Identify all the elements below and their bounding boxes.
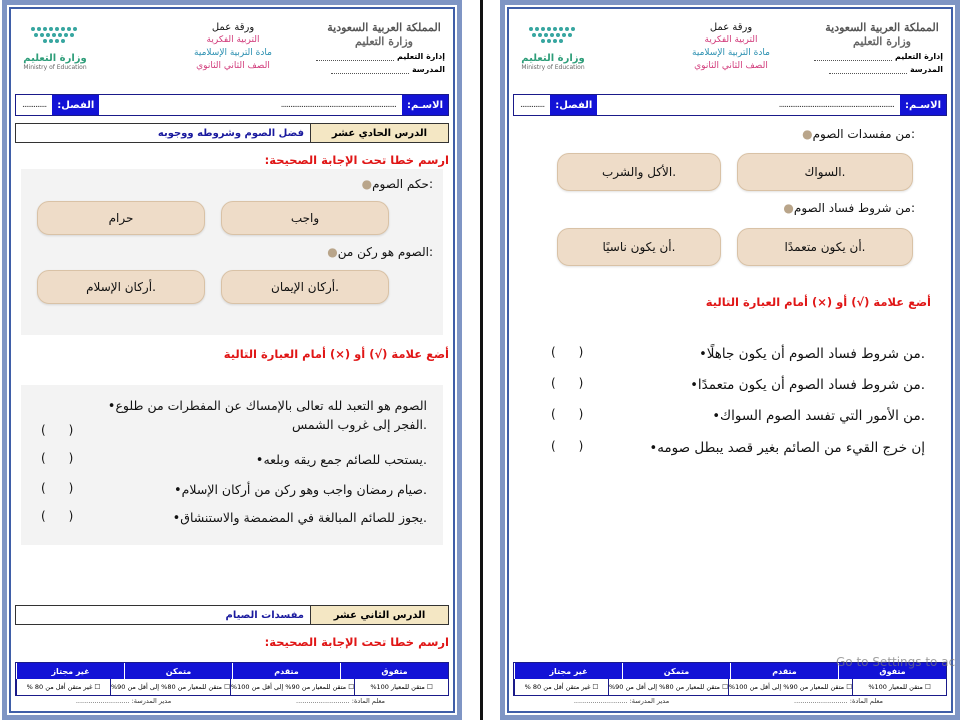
tf-heading-text: أضع علامة (√) أو (×) أمام العبارة التالية [705, 295, 931, 309]
ksa-logo: المملكة العربية السعودية [825, 21, 939, 34]
rubric-h-proficient: متمكن [124, 663, 232, 679]
question-1: ●حكم الصوم: [361, 177, 433, 191]
rubric-table [15, 662, 449, 696]
q3-option-1[interactable]: السواك. [737, 153, 913, 191]
name-label: الاسـم: [900, 95, 946, 115]
principal-signature[interactable]: مدير المدرسة: .......................... [75, 697, 172, 705]
tf-heading [15, 347, 449, 361]
rubric-h-failed: غير مجتاز [16, 663, 124, 679]
question-4: ●من شروط فساد الصوم: [783, 201, 915, 215]
question-2-text: الصوم هو ركن من: [337, 245, 433, 259]
mcq-panel [21, 169, 443, 335]
lesson-11-header [15, 123, 449, 143]
mcq-heading [15, 153, 449, 167]
tf-answer-3[interactable]: ( ) [41, 481, 74, 495]
tf-statement-2: •من شروط فساد الصوم أن يكون متعمدًا. [690, 377, 925, 393]
class-label: الفصل: [52, 95, 99, 115]
mcq-heading-text: ارسم خطا تحت الإجابة الصحيحة: [264, 153, 449, 167]
rubric-h-excellent: متفوق [838, 663, 946, 679]
q4-option-1[interactable]: أن يكون متعمدًا. [737, 228, 913, 266]
edu-admin-line [821, 52, 943, 61]
rubric-h-advanced: متقدم [730, 663, 838, 679]
school-label: المدرسة [909, 65, 943, 74]
tf-heading-text: أضع علامة (√) أو (×) أمام العبارة التالية [223, 347, 449, 361]
tf-heading [513, 295, 947, 309]
lesson-number: الدرس الحادي عشر [310, 124, 448, 142]
principal-signature[interactable]: مدير المدرسة: .......................... [573, 697, 670, 705]
rubric-c-failed[interactable]: ☐ غير متقن أقل من 80 % [16, 679, 110, 695]
student-info-bar [15, 94, 449, 116]
question-2: ●الصوم هو ركن من: [327, 245, 433, 259]
edu-admin-line [323, 52, 445, 61]
page-header [15, 19, 449, 87]
question-1-text: حكم الصوم: [372, 177, 433, 191]
rubric-h-failed: غير مجتاز [514, 663, 622, 679]
subject-name: مادة التربية الإسلامية [194, 48, 272, 58]
tf-statement-1: •الصوم هو التعبد لله تعالى بالإمساك عن المفطرات من طلوع الفجر إلى غروب الشمس. [107, 398, 427, 432]
rubric-h-excellent: متفوق [340, 663, 448, 679]
student-info-bar [513, 94, 947, 116]
class-field[interactable]: ............. [22, 100, 47, 110]
question-3: ●من مفسدات الصوم: [802, 127, 915, 141]
moe-name: وزارة التعليم [521, 53, 585, 64]
school-field[interactable] [331, 66, 409, 74]
tf-statement-4: •إن خرج القيء من الصائم بغير قصد يبطل صومه [649, 440, 925, 456]
ksa-logo-ministry: وزارة التعليم [853, 35, 911, 48]
tf-statement-4-text: يجوز للصائم المبالغة في المضمضة والاستنشاق. [180, 510, 427, 525]
class-field[interactable]: ............. [520, 100, 545, 110]
signature-row [15, 697, 449, 709]
subject-name: مادة التربية الإسلامية [692, 48, 770, 58]
tf-statement-1: •من شروط فساد الصوم أن يكون جاهلًا. [699, 346, 925, 362]
rubric-body-row [514, 679, 946, 695]
moe-logo-icon [523, 23, 583, 49]
ksa-logo: المملكة العربية السعودية [327, 21, 441, 34]
ksa-block [323, 21, 445, 74]
name-label: الاسـم: [402, 95, 448, 115]
question-3-text: من مفسدات الصوم: [812, 127, 915, 141]
tf-answer-1[interactable]: ( ) [41, 423, 74, 437]
worksheet-title-block [661, 21, 801, 73]
activation-watermark: Go to Settings to ac [836, 655, 956, 669]
moe-logo-icon [25, 23, 85, 49]
tf-answer-4[interactable]: ( ) [41, 509, 74, 523]
tf-statement-4: •يجوز للصائم المبالغة في المضمضة والاستنشاق. [172, 510, 427, 526]
tf-statement-2-text: من شروط فساد الصوم أن يكون متعمدًا. [697, 377, 925, 393]
grade-name: الصف الثاني الثانوي [694, 61, 768, 71]
class-label: الفصل: [550, 95, 597, 115]
tf-answer-2[interactable]: ( ) [551, 376, 584, 390]
rubric-c-advanced[interactable]: ☐ متقن للمعيار من 90% إلى أقل من 100% [230, 679, 354, 695]
q1-option-1[interactable]: واجب [221, 201, 389, 235]
worksheet-page-left [2, 0, 462, 720]
tf-statement-1-text: من شروط فساد الصوم أن يكون جاهلًا. [706, 346, 925, 362]
worksheet-title-block [163, 21, 303, 73]
rubric-c-proficient[interactable]: ☐ متقن للمعيار من 80% إلى أقل من 90% [110, 679, 230, 695]
teacher-signature[interactable]: معلم المادة: .......................... [794, 697, 883, 705]
rubric-c-proficient[interactable]: ☐ متقن للمعيار من 80% إلى أقل من 90% [608, 679, 728, 695]
teacher-signature[interactable]: معلم المادة: .......................... [296, 697, 385, 705]
tf-statement-3-text: من الأمور التي تفسد الصوم السواك. [719, 408, 925, 424]
program-name: التربية الفكرية [704, 35, 758, 45]
rubric-header-row [16, 663, 448, 679]
rubric-h-advanced: متقدم [232, 663, 340, 679]
question-4-text: من شروط فساد الصوم: [793, 201, 915, 215]
grade-name: الصف الثاني الثانوي [196, 61, 270, 71]
moe-name: وزارة التعليم [23, 53, 87, 64]
tf-answer-1[interactable]: ( ) [551, 345, 584, 359]
name-field[interactable]: .............................................................. [778, 100, 895, 110]
rubric-c-advanced[interactable]: ☐ متقن للمعيار من 90% إلى أقل من 100% [728, 679, 852, 695]
moe-name-en: Ministry of Education [521, 64, 585, 71]
rubric-h-proficient: متمكن [622, 663, 730, 679]
tf-statement-3-text: صيام رمضان واجب وهو ركن من أركان الإسلام. [181, 482, 427, 497]
q1-option-2[interactable]: حرام [37, 201, 205, 235]
tf-answer-4[interactable]: ( ) [551, 439, 584, 453]
tf-answer-2[interactable]: ( ) [41, 451, 74, 465]
tf-statement-3: •من الأمور التي تفسد الصوم السواك. [712, 408, 925, 424]
mcq-heading-2 [15, 635, 449, 649]
edu-admin-field[interactable] [814, 53, 892, 61]
ksa-logo-ministry: وزارة التعليم [355, 35, 413, 48]
page-divider [480, 0, 483, 720]
lesson-title: مفسدات الصيام [225, 609, 304, 621]
tf-panel [21, 385, 443, 545]
q3-option-2[interactable]: الأكل والشرب. [557, 153, 721, 191]
worksheet-title: ورقة عمل [211, 22, 255, 33]
edu-admin-label: إدارة التعليم [894, 52, 943, 61]
moe-logo [513, 23, 593, 71]
tf-answer-3[interactable]: ( ) [551, 407, 584, 421]
school-line [323, 65, 445, 74]
mcq-heading-2-text: ارسم خطا تحت الإجابة الصحيحة: [264, 635, 449, 649]
tf-statement-1-text: الصوم هو التعبد لله تعالى بالإمساك عن المفطرات من طلوع الفجر إلى غروب الشمس. [115, 398, 427, 432]
rubric-body-row [16, 679, 448, 695]
q2-option-2[interactable]: أركان الإسلام. [37, 270, 205, 304]
edu-admin-field[interactable] [316, 53, 394, 61]
rubric-c-excellent[interactable]: ☐ متقن للمعيار 100% [354, 679, 448, 695]
school-field[interactable] [829, 66, 907, 74]
lesson-title: فضل الصوم وشروطه ووجوبه [157, 127, 304, 139]
name-field[interactable]: .............................................................. [280, 100, 397, 110]
signature-row [513, 697, 947, 709]
ksa-block [821, 21, 943, 74]
tf-statement-3: •صيام رمضان واجب وهو ركن من أركان الإسلام. [174, 482, 427, 498]
edu-admin-label: إدارة التعليم [396, 52, 445, 61]
page-header [513, 19, 947, 87]
school-line [821, 65, 943, 74]
tf-statement-4-text: إن خرج القيء من الصائم بغير قصد يبطل صومه [657, 440, 925, 456]
q4-option-2[interactable]: أن يكون ناسيًا. [557, 228, 721, 266]
rubric-c-excellent[interactable]: ☐ متقن للمعيار 100% [852, 679, 946, 695]
program-name: التربية الفكرية [206, 35, 260, 45]
worksheet-title: ورقة عمل [709, 22, 753, 33]
worksheet-page-right [500, 0, 960, 720]
lesson-number: الدرس الثاني عشر [310, 606, 448, 624]
tf-statement-2-text: يستحب للصائم جمع ريقه وبلعه. [263, 452, 427, 467]
q2-option-1[interactable]: أركان الإيمان. [221, 270, 389, 304]
rubric-c-failed[interactable]: ☐ غير متقن أقل من 80 % [514, 679, 608, 695]
tf-statement-2: •يستحب للصائم جمع ريقه وبلعه. [255, 452, 427, 468]
moe-name-en: Ministry of Education [23, 64, 87, 71]
school-label: المدرسة [411, 65, 445, 74]
moe-logo [15, 23, 95, 71]
lesson-12-header [15, 605, 449, 625]
